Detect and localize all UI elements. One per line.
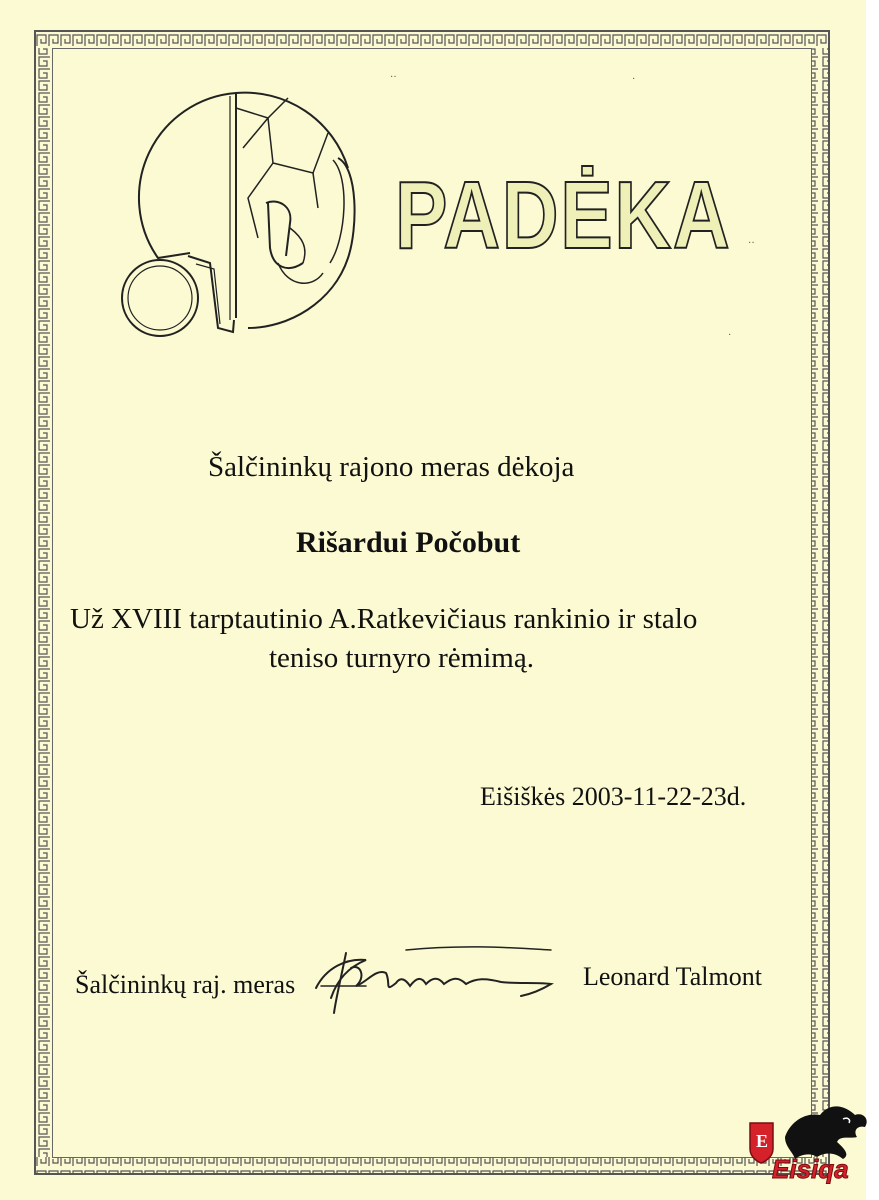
- thanks-intro: Šalčininkų rajono meras dėkoja: [208, 451, 575, 483]
- signatory-title: Šalčininkų raj. meras: [75, 970, 296, 999]
- reason-line-2: teniso turnyro rėmimą.: [269, 642, 534, 674]
- place-and-date: Eišiškės 2003-11-22-23d.: [480, 782, 747, 811]
- certificate-title: PADĖKA: [395, 162, 732, 269]
- sports-emblem-illustration: [118, 88, 368, 343]
- scan-margin: [866, 0, 879, 1200]
- scan-speck: ··: [748, 238, 755, 249]
- svg-text:E: E: [756, 1131, 769, 1151]
- scan-speck: ·: [632, 74, 636, 85]
- logo-wordmark: Eisiqa: [772, 1154, 849, 1184]
- handwritten-signature: [306, 938, 566, 1018]
- recipient-name: Rišardui Počobut: [296, 526, 521, 559]
- reason-line-1: Už XVIII tarptautinio A.Ratkevičiaus rankinio ir stalo: [70, 603, 698, 635]
- scan-speck: ··: [390, 72, 397, 83]
- signatory-name: Leonard Talmont: [583, 962, 762, 991]
- scan-speck: ·: [728, 330, 732, 341]
